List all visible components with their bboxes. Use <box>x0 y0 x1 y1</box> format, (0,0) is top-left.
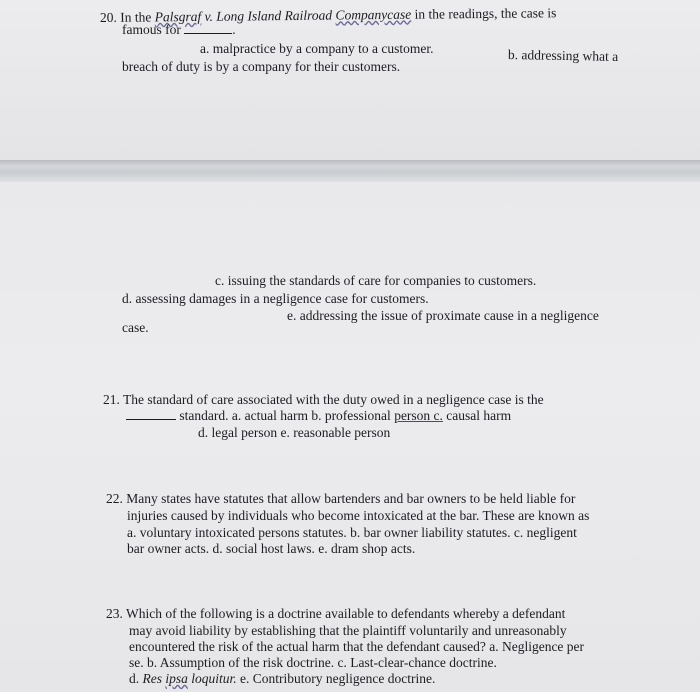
q23-option-d-label: d. <box>129 671 140 686</box>
q23-stem-line3: encountered the risk of the actual harm that the defendant caused? a. Negligence per <box>129 639 585 654</box>
q20-case-name-a: Palsgraf <box>154 8 202 25</box>
q20-option-e: e. addressing the issue of proximate cause in a negligence <box>287 308 599 323</box>
q23-option-d-loquitur: loquitur. <box>191 671 237 686</box>
q23-option-e: e. Contributory negligence doctrine. <box>240 671 436 686</box>
q22-stem-line1 <box>106 491 575 507</box>
q21-stem-line1 <box>103 392 544 408</box>
q21-options-de: d. legal person e. reasonable person <box>198 425 391 440</box>
paper-fold <box>0 160 700 182</box>
q21-number: 21. <box>103 392 120 407</box>
q22-number: 22. <box>106 491 123 506</box>
q23-number: 23. <box>106 606 123 621</box>
q22-options-de: bar owner acts. d. social host laws. e. dram shop acts. <box>127 541 416 556</box>
q23-stem-line1 <box>106 606 565 622</box>
q20-answer-blank <box>184 23 232 34</box>
q23-options-de <box>129 671 435 687</box>
q23-stem-line2: may avoid liability by establishing that the plaintiff voluntarily and unreasonably <box>129 623 567 638</box>
q20-option-b: b. addressing what a <box>507 47 619 64</box>
q20-lead: In the <box>120 9 152 25</box>
q22-options-abc: a. voluntary intoxicated persons statutes. b. bar owner liability statutes. c. negligent <box>127 525 577 540</box>
q20-option-e-cont: case. <box>122 320 149 335</box>
q20-option-b-cont: breach of duty is by a company for their customers. <box>122 59 401 74</box>
q21-options-ab: standard. a. actual harm b. professional <box>179 408 391 423</box>
q20-option-d: d. assessing damages in a negligence case for customers. <box>122 291 429 306</box>
q21-stem-text: The standard of care associated with the duty owed in a negligence case is the <box>123 392 544 407</box>
q21-line2 <box>126 408 511 424</box>
q20-option-c: c. issuing the standards of care for companies to customers. <box>215 273 537 288</box>
q20-option-a: a. malpractice by a company to a customer. <box>200 41 434 56</box>
q20-case-name-b: Long Island Railroad <box>216 7 333 24</box>
q23-options-abc: se. b. Assumption of the risk doctrine. c. Last-clear-chance doctrine. <box>129 655 497 670</box>
q21-option-c: causal harm <box>446 408 512 423</box>
q20-number: 20. <box>99 9 117 25</box>
q20-case-name-c: Companycase <box>335 6 412 23</box>
q23-option-d-res: Res <box>142 671 162 686</box>
q20-tail: in the readings, the case is <box>414 5 557 22</box>
q23-option-d-ipsa: ipsa <box>165 671 188 686</box>
q22-stem-line2: injuries caused by individuals who become intoxicated at the bar. These are known as <box>127 508 590 523</box>
q20-famous-for: famous for <box>122 22 181 37</box>
q21-answer-blank <box>126 409 176 420</box>
q23-stem-text: Which of the following is a doctrine available to defendants whereby a defendant <box>126 606 566 621</box>
q22-stem-text: Many states have statutes that allow bartenders and bar owners to be held liable for <box>126 491 576 506</box>
q20-stem-line2: famous for . <box>122 22 236 37</box>
q20-case-v: v. <box>204 8 214 24</box>
q21-option-b-c: person c. <box>394 408 443 423</box>
